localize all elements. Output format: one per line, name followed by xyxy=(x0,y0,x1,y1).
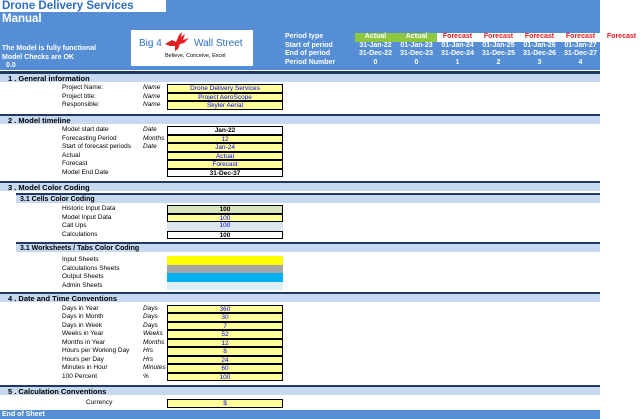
field-unit: Date xyxy=(143,126,157,133)
period-number[interactable]: 5 xyxy=(619,58,624,66)
field-label: Input Sheets xyxy=(62,256,99,263)
logo-tagline: Believe, Conceive, Excel xyxy=(165,53,226,59)
forecast-label-input[interactable]: Forecast xyxy=(167,160,283,169)
field-label: Days in Year xyxy=(62,304,99,312)
field-row xyxy=(0,313,600,322)
field-row xyxy=(0,143,600,152)
admin-sheets-swatch[interactable] xyxy=(167,282,283,291)
period-number[interactable]: 0 xyxy=(414,58,419,66)
section-color-coding[interactable] xyxy=(0,181,600,191)
period-start[interactable]: 01-Jan-24 xyxy=(441,41,474,49)
field-unit: Minutes xyxy=(143,364,166,371)
field-row xyxy=(0,135,600,144)
period-type[interactable]: Forecast xyxy=(601,33,642,42)
field-label: Model End Date xyxy=(62,168,109,176)
model-status: The Model is fully functional xyxy=(2,45,97,52)
field-label: Months in Year xyxy=(62,338,106,346)
field-row xyxy=(0,160,600,169)
forecast-start-input[interactable]: Jan-24 xyxy=(167,143,283,152)
field-label: Days in Week xyxy=(62,321,102,329)
period-start[interactable]: 01-Jan-26 xyxy=(523,41,556,49)
field-unit: Months xyxy=(143,134,165,142)
eagle-icon xyxy=(163,32,191,52)
period-number[interactable]: 2 xyxy=(496,58,501,66)
model-start-date[interactable]: Jan-22 xyxy=(167,126,283,135)
historic-input-sample[interactable]: 100 xyxy=(167,205,283,214)
field-unit: Hrs xyxy=(143,347,154,354)
weeks-in-year-input[interactable]: 52 xyxy=(167,330,283,339)
field-label: Forecasting Period xyxy=(62,134,117,142)
field-label: Admin Sheets xyxy=(62,281,103,289)
field-row xyxy=(0,265,600,274)
period-type[interactable]: Actual xyxy=(396,33,437,42)
field-row xyxy=(0,373,600,382)
period-type[interactable]: Forecast xyxy=(519,33,560,42)
field-unit: % xyxy=(143,372,149,380)
field-unit: Name xyxy=(143,101,161,108)
sheet-title[interactable]: Drone Delivery Services xyxy=(2,0,134,12)
field-row xyxy=(0,347,600,356)
model-end-date[interactable]: 31-Dec-37 xyxy=(167,169,283,178)
field-unit: Date xyxy=(143,143,157,150)
field-row xyxy=(0,231,600,240)
model-input-sample[interactable]: 100 xyxy=(167,214,283,223)
calculations-sample[interactable]: 100 xyxy=(167,231,283,240)
field-row xyxy=(0,364,600,373)
period-end[interactable]: 31-Dec-28 xyxy=(604,50,639,57)
period-start[interactable]: 01-Jan-27 xyxy=(564,41,597,49)
section-date-time[interactable] xyxy=(0,292,600,302)
section-title: 2 . Model timeline xyxy=(8,116,71,125)
field-label: Model start date xyxy=(62,126,109,133)
field-unit: Months xyxy=(143,338,165,346)
project-name-input[interactable]: Drone Delivery Services xyxy=(167,84,283,93)
period-column xyxy=(601,33,642,67)
field-row xyxy=(0,305,600,314)
responsible-input[interactable]: Skyler Aerial xyxy=(167,101,283,110)
days-in-year-input[interactable]: 360 xyxy=(167,305,283,314)
section-model-timeline[interactable] xyxy=(0,114,600,124)
field-label: Project title: xyxy=(62,92,96,100)
field-row xyxy=(0,93,600,102)
period-labels xyxy=(285,33,335,67)
logo-text-right: Wall Street xyxy=(194,38,243,49)
period-number[interactable]: 1 xyxy=(455,58,460,66)
field-row xyxy=(0,205,600,214)
field-label: Calculations Sheets xyxy=(62,264,120,272)
period-column xyxy=(478,33,519,67)
field-unit: Weeks xyxy=(143,330,163,337)
days-in-month-input[interactable]: 30 xyxy=(167,313,283,322)
section-general-info[interactable] xyxy=(0,72,600,82)
input-sheets-swatch[interactable] xyxy=(167,256,283,265)
hours-per-day-input[interactable]: 24 xyxy=(167,356,283,365)
months-in-year-input[interactable]: 12 xyxy=(167,339,283,348)
minutes-in-hour-input[interactable]: 60 xyxy=(167,364,283,373)
period-number-label: Period Number xyxy=(285,58,336,66)
field-row xyxy=(0,399,600,408)
logo-text-left: Big 4 xyxy=(139,38,162,49)
output-sheets-swatch[interactable] xyxy=(167,273,283,282)
calculations-sheets-swatch[interactable] xyxy=(167,265,283,274)
period-type-label: Period type xyxy=(285,33,324,40)
subsection-cells-color[interactable] xyxy=(16,193,600,203)
field-label: Hours per Working Day xyxy=(62,347,130,354)
field-unit: Name xyxy=(143,84,161,91)
field-label: Historic Input Data xyxy=(62,205,116,212)
field-row xyxy=(0,152,600,161)
period-end[interactable]: 31-Dec-27 xyxy=(563,50,598,57)
field-label: Responsible: xyxy=(62,101,100,108)
period-end[interactable]: 31-Dec-22 xyxy=(358,50,393,57)
hours-per-working-day-input[interactable]: 8 xyxy=(167,347,283,356)
field-row xyxy=(0,101,600,110)
field-row xyxy=(0,322,600,331)
field-label: Currency xyxy=(86,399,113,406)
period-start[interactable]: 01-Jan-25 xyxy=(482,41,515,49)
forecasting-period-input[interactable]: 12 xyxy=(167,135,283,144)
period-start[interactable]: 31-Jan-22 xyxy=(359,41,392,49)
section-title: 1 . General information xyxy=(8,74,90,83)
field-row xyxy=(0,256,600,265)
field-unit: Days xyxy=(143,304,158,312)
period-column xyxy=(560,33,601,67)
actual-label-input[interactable]: Actual xyxy=(167,152,283,161)
sheet-subtitle[interactable]: Manual xyxy=(2,13,42,25)
period-type[interactable]: Forecast xyxy=(560,33,601,42)
section-title: 5 . Calculation Conventions xyxy=(8,387,107,396)
field-label: Model Input Data xyxy=(62,213,112,221)
period-number[interactable]: 0 xyxy=(373,58,378,66)
start-period-label: Start of period xyxy=(285,41,333,49)
field-label: Forecast xyxy=(62,160,88,167)
period-column xyxy=(396,33,437,67)
logo xyxy=(131,30,253,66)
period-type[interactable]: Actual xyxy=(355,33,396,42)
period-number[interactable]: 3 xyxy=(537,58,542,66)
field-row xyxy=(0,169,600,178)
project-title-input[interactable]: Project AeroScope xyxy=(167,93,283,102)
period-type[interactable]: Forecast xyxy=(437,33,478,42)
period-end[interactable]: 31-Dec-23 xyxy=(399,50,434,57)
field-row xyxy=(0,126,600,135)
period-column xyxy=(437,33,478,67)
hundred-percent-input[interactable]: 100 xyxy=(167,373,283,382)
field-row xyxy=(0,282,600,291)
subsection-tabs-color[interactable] xyxy=(16,242,600,252)
period-end[interactable]: 31-Dec-25 xyxy=(481,50,516,57)
period-start[interactable]: 01-Jan-28 xyxy=(605,41,638,49)
field-label: Days in Month xyxy=(62,313,104,320)
period-end[interactable]: 31-Dec-26 xyxy=(522,50,557,57)
check-value[interactable]: 0.0 xyxy=(6,62,16,69)
field-unit: Name xyxy=(143,92,161,100)
field-row xyxy=(0,84,600,93)
section-calc-conventions[interactable] xyxy=(0,385,600,395)
field-row xyxy=(0,273,600,282)
period-start[interactable]: 01-Jan-23 xyxy=(400,41,433,49)
field-unit: Hrs xyxy=(143,355,154,363)
period-type[interactable]: Forecast xyxy=(478,33,519,42)
sheet-header xyxy=(0,0,639,70)
call-ups-sample[interactable]: 100 xyxy=(167,222,283,231)
end-period-label: End of period xyxy=(285,50,331,57)
period-number[interactable]: 4 xyxy=(578,58,583,66)
model-checks: Model Checks are OK xyxy=(2,53,74,61)
field-label: Minutes in Hour xyxy=(62,364,108,371)
field-label: Start of forecast periods xyxy=(62,143,132,150)
field-label: Calculations xyxy=(62,230,98,238)
currency-input[interactable]: $ xyxy=(167,399,283,408)
field-label: Weeks in Year xyxy=(62,330,104,337)
period-column xyxy=(519,33,560,67)
section-title: 4 . Date and Time Conventions xyxy=(8,294,118,303)
title-box xyxy=(0,0,166,12)
field-label: 100 Percent xyxy=(62,372,98,380)
period-end[interactable]: 31-Dec-24 xyxy=(440,50,475,57)
field-label: Hours per Day xyxy=(62,355,104,363)
field-row xyxy=(0,214,600,223)
field-row xyxy=(0,330,600,339)
section-title: 3 . Model Color Coding xyxy=(8,183,90,192)
subsection-title: 3.1 Cells Color Coding xyxy=(20,196,95,203)
field-label: Output Sheets xyxy=(62,273,104,280)
end-of-sheet: End of Sheet xyxy=(0,410,600,419)
period-column xyxy=(355,33,396,67)
field-row xyxy=(0,356,600,365)
field-unit: Days xyxy=(143,321,158,329)
field-label: Project Name: xyxy=(62,84,104,91)
field-row xyxy=(0,222,600,231)
field-label: Call Ups xyxy=(62,222,87,229)
field-unit: Days xyxy=(143,313,158,320)
days-in-week-input[interactable]: 7 xyxy=(167,322,283,331)
field-row xyxy=(0,339,600,348)
field-label: Actual xyxy=(62,151,81,159)
subsection-title: 3.1 Worksheets / Tabs Color Coding xyxy=(20,245,140,252)
